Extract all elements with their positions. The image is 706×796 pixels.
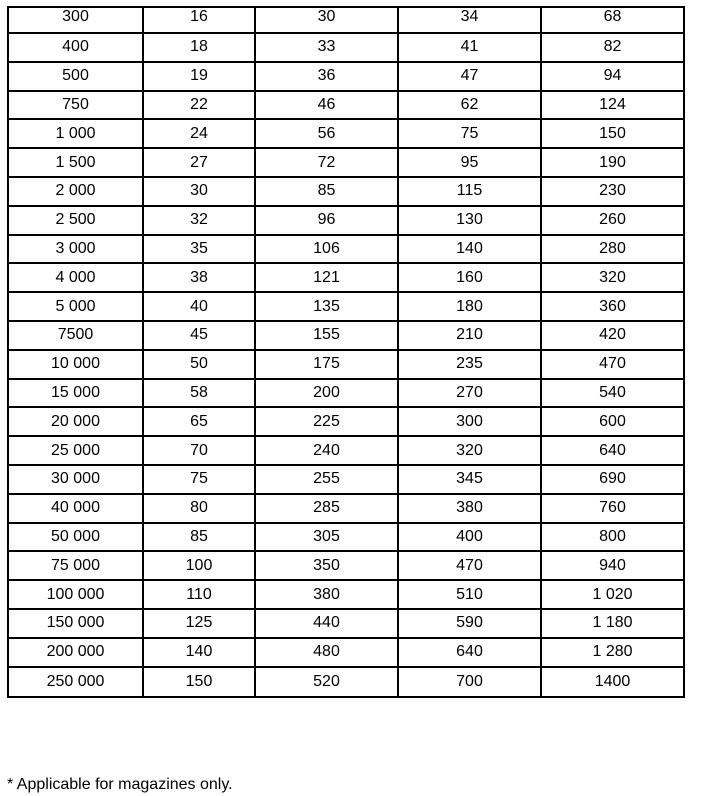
table-row xyxy=(8,436,684,465)
table-cell-col-3: 106 xyxy=(255,235,398,264)
table-cell-col-2: 18 xyxy=(143,33,255,62)
table-cell-col-4: 41 xyxy=(398,33,541,62)
table-cell-col-4: 160 xyxy=(398,263,541,292)
table-cell-col-3: 520 xyxy=(255,667,398,697)
table-row xyxy=(8,638,684,667)
table-cell-col-2: 110 xyxy=(143,580,255,609)
table-row xyxy=(8,91,684,120)
table-cell-col-2: 150 xyxy=(143,667,255,697)
table-row xyxy=(8,321,684,350)
table-cell-col-2: 100 xyxy=(143,551,255,580)
table-cell-col-5: 230 xyxy=(541,177,684,206)
table-cell-col-4: 235 xyxy=(398,350,541,379)
table-cell-col-3: 200 xyxy=(255,379,398,408)
table-row xyxy=(8,350,684,379)
table-cell-col-1: 200 000 xyxy=(8,638,143,667)
table-cell-col-4: 210 xyxy=(398,321,541,350)
table-cell-col-4: 640 xyxy=(398,638,541,667)
table-cell-col-2: 19 xyxy=(143,62,255,91)
table-cell-col-3: 96 xyxy=(255,206,398,235)
table-cell-col-1: 400 xyxy=(8,33,143,62)
table-body xyxy=(8,7,684,697)
table-cell-col-4: 380 xyxy=(398,494,541,523)
table-cell-col-2: 65 xyxy=(143,407,255,436)
data-table xyxy=(7,6,685,698)
table-cell-col-1: 4 000 xyxy=(8,263,143,292)
table-cell-col-2: 24 xyxy=(143,119,255,148)
table-cell-col-2: 125 xyxy=(143,609,255,638)
table-row xyxy=(8,609,684,638)
table-cell-col-5: 82 xyxy=(541,33,684,62)
table-cell-col-3: 440 xyxy=(255,609,398,638)
table-cell-col-3: 225 xyxy=(255,407,398,436)
table-cell-col-2: 80 xyxy=(143,494,255,523)
table-row xyxy=(8,465,684,494)
table-cell-col-2: 32 xyxy=(143,206,255,235)
table-cell-col-3: 30 xyxy=(255,7,398,33)
table-cell-col-1: 750 xyxy=(8,91,143,120)
table-cell-col-3: 350 xyxy=(255,551,398,580)
table-cell-col-2: 58 xyxy=(143,379,255,408)
table-cell-col-1: 75 000 xyxy=(8,551,143,580)
table-cell-col-2: 22 xyxy=(143,91,255,120)
table-cell-col-1: 5 000 xyxy=(8,292,143,321)
table-cell-col-2: 75 xyxy=(143,465,255,494)
table-row xyxy=(8,33,684,62)
table-cell-col-2: 70 xyxy=(143,436,255,465)
table-cell-col-3: 72 xyxy=(255,148,398,177)
table-cell-col-3: 175 xyxy=(255,350,398,379)
table-cell-col-3: 46 xyxy=(255,91,398,120)
table-cell-col-1: 1 000 xyxy=(8,119,143,148)
table-cell-col-2: 140 xyxy=(143,638,255,667)
table-cell-col-5: 190 xyxy=(541,148,684,177)
table-cell-col-3: 85 xyxy=(255,177,398,206)
table-row xyxy=(8,551,684,580)
table-cell-col-5: 1 280 xyxy=(541,638,684,667)
table-cell-col-3: 56 xyxy=(255,119,398,148)
table-row xyxy=(8,148,684,177)
table-row xyxy=(8,407,684,436)
footnote: * Applicable for magazines only. xyxy=(7,776,233,793)
table-cell-col-5: 124 xyxy=(541,91,684,120)
table-cell-col-3: 480 xyxy=(255,638,398,667)
table-cell-col-2: 50 xyxy=(143,350,255,379)
table-cell-col-4: 140 xyxy=(398,235,541,264)
table-cell-col-5: 150 xyxy=(541,119,684,148)
table-cell-col-4: 300 xyxy=(398,407,541,436)
table-cell-col-2: 45 xyxy=(143,321,255,350)
table-cell-col-1: 15 000 xyxy=(8,379,143,408)
table-cell-col-1: 1 500 xyxy=(8,148,143,177)
table-cell-col-3: 135 xyxy=(255,292,398,321)
table-cell-col-5: 600 xyxy=(541,407,684,436)
table-cell-col-5: 1 180 xyxy=(541,609,684,638)
table-cell-col-2: 38 xyxy=(143,263,255,292)
table-cell-col-4: 115 xyxy=(398,177,541,206)
table-cell-col-2: 30 xyxy=(143,177,255,206)
table-cell-col-4: 62 xyxy=(398,91,541,120)
table-cell-col-5: 940 xyxy=(541,551,684,580)
table-cell-col-4: 75 xyxy=(398,119,541,148)
table-row xyxy=(8,7,684,33)
table-row xyxy=(8,177,684,206)
table-cell-col-4: 470 xyxy=(398,551,541,580)
table-cell-col-4: 700 xyxy=(398,667,541,697)
table-cell-col-4: 47 xyxy=(398,62,541,91)
table-cell-col-4: 400 xyxy=(398,523,541,552)
table-cell-col-3: 36 xyxy=(255,62,398,91)
table-cell-col-1: 100 000 xyxy=(8,580,143,609)
table-cell-col-1: 7500 xyxy=(8,321,143,350)
table-cell-col-3: 33 xyxy=(255,33,398,62)
table-cell-col-2: 16 xyxy=(143,7,255,33)
table-cell-col-5: 260 xyxy=(541,206,684,235)
table-cell-col-1: 500 xyxy=(8,62,143,91)
table-row xyxy=(8,119,684,148)
table-cell-col-5: 690 xyxy=(541,465,684,494)
table-row xyxy=(8,292,684,321)
table-cell-col-5: 420 xyxy=(541,321,684,350)
table-cell-col-3: 155 xyxy=(255,321,398,350)
table-cell-col-4: 34 xyxy=(398,7,541,33)
table-row xyxy=(8,580,684,609)
table-cell-col-1: 10 000 xyxy=(8,350,143,379)
table-cell-col-2: 85 xyxy=(143,523,255,552)
table-cell-col-4: 180 xyxy=(398,292,541,321)
table-cell-col-1: 2 500 xyxy=(8,206,143,235)
table-cell-col-5: 760 xyxy=(541,494,684,523)
table-cell-col-1: 20 000 xyxy=(8,407,143,436)
table-cell-col-2: 40 xyxy=(143,292,255,321)
table-cell-col-2: 35 xyxy=(143,235,255,264)
table-row xyxy=(8,263,684,292)
table-cell-col-5: 540 xyxy=(541,379,684,408)
table-cell-col-5: 280 xyxy=(541,235,684,264)
table-row xyxy=(8,494,684,523)
table-row xyxy=(8,206,684,235)
table-cell-col-1: 2 000 xyxy=(8,177,143,206)
table-cell-col-4: 320 xyxy=(398,436,541,465)
table-cell-col-5: 68 xyxy=(541,7,684,33)
table-cell-col-1: 30 000 xyxy=(8,465,143,494)
table-cell-col-1: 250 000 xyxy=(8,667,143,697)
table-cell-col-5: 800 xyxy=(541,523,684,552)
table-cell-col-4: 345 xyxy=(398,465,541,494)
table-row xyxy=(8,62,684,91)
table-cell-col-1: 25 000 xyxy=(8,436,143,465)
table-cell-col-3: 380 xyxy=(255,580,398,609)
table-cell-col-1: 50 000 xyxy=(8,523,143,552)
table-row xyxy=(8,235,684,264)
table-row xyxy=(8,379,684,408)
table-cell-col-4: 510 xyxy=(398,580,541,609)
data-table-container xyxy=(7,6,685,698)
table-cell-col-5: 470 xyxy=(541,350,684,379)
table-cell-col-3: 255 xyxy=(255,465,398,494)
table-cell-col-5: 360 xyxy=(541,292,684,321)
table-cell-col-2: 27 xyxy=(143,148,255,177)
table-cell-col-1: 40 000 xyxy=(8,494,143,523)
table-row xyxy=(8,523,684,552)
table-cell-col-4: 130 xyxy=(398,206,541,235)
table-cell-col-1: 300 xyxy=(8,7,143,33)
table-cell-col-5: 1400 xyxy=(541,667,684,697)
table-cell-col-1: 150 000 xyxy=(8,609,143,638)
table-cell-col-3: 285 xyxy=(255,494,398,523)
table-cell-col-3: 305 xyxy=(255,523,398,552)
table-cell-col-4: 590 xyxy=(398,609,541,638)
table-cell-col-5: 640 xyxy=(541,436,684,465)
table-cell-col-4: 95 xyxy=(398,148,541,177)
table-row xyxy=(8,667,684,697)
table-cell-col-5: 320 xyxy=(541,263,684,292)
table-cell-col-3: 240 xyxy=(255,436,398,465)
table-cell-col-5: 94 xyxy=(541,62,684,91)
table-cell-col-1: 3 000 xyxy=(8,235,143,264)
table-cell-col-5: 1 020 xyxy=(541,580,684,609)
table-cell-col-3: 121 xyxy=(255,263,398,292)
table-cell-col-4: 270 xyxy=(398,379,541,408)
